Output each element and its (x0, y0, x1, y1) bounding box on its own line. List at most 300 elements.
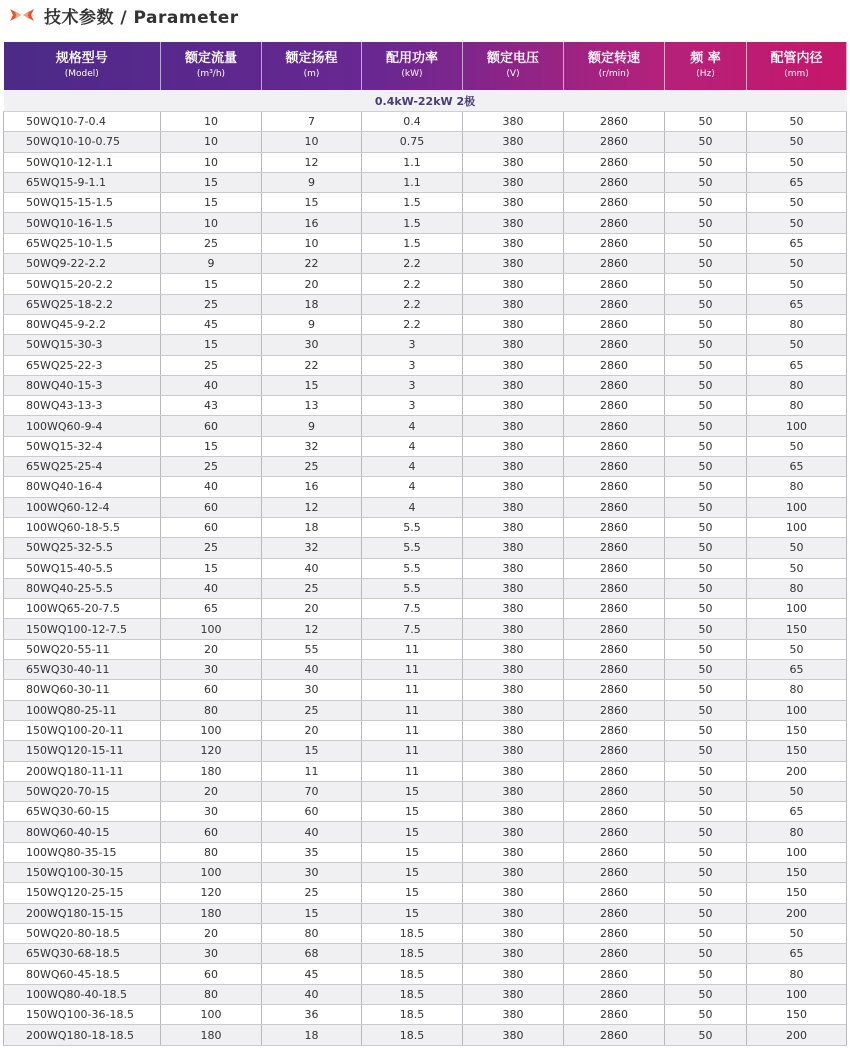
cell-flow: 100 (161, 619, 262, 639)
cell-speed: 2860 (564, 944, 665, 964)
cell-model: 50WQ15-32-4 (4, 436, 161, 456)
section-label: 0.4kW-22kW 2极 (4, 90, 847, 112)
cell-voltage: 380 (463, 680, 564, 700)
cell-speed: 2860 (564, 802, 665, 822)
cell-frequency: 50 (665, 416, 747, 436)
cell-voltage: 380 (463, 396, 564, 416)
table-row (4, 497, 847, 517)
cell-power: 4 (362, 497, 463, 517)
cell-speed: 2860 (564, 984, 665, 1004)
table-row (4, 903, 847, 923)
cell-voltage: 380 (463, 517, 564, 537)
cell-model: 50WQ15-15-1.5 (4, 193, 161, 213)
cell-power: 11 (362, 660, 463, 680)
cell-pipe-diameter: 50 (747, 274, 847, 294)
cell-model: 50WQ20-80-18.5 (4, 923, 161, 943)
cell-model: 65WQ25-18-2.2 (4, 294, 161, 314)
cell-pipe-diameter: 50 (747, 254, 847, 274)
cell-voltage: 380 (463, 152, 564, 172)
cell-power: 5.5 (362, 578, 463, 598)
cell-voltage: 380 (463, 700, 564, 720)
cell-voltage: 380 (463, 964, 564, 984)
cell-flow: 60 (161, 497, 262, 517)
table-row (4, 741, 847, 761)
table-row (4, 152, 847, 172)
cell-model: 150WQ120-15-11 (4, 741, 161, 761)
cell-flow: 15 (161, 558, 262, 578)
cell-pipe-diameter: 150 (747, 1005, 847, 1025)
table-row (4, 436, 847, 456)
cell-model: 50WQ25-32-5.5 (4, 538, 161, 558)
cell-head: 22 (262, 254, 362, 274)
cell-frequency: 50 (665, 700, 747, 720)
cell-flow: 9 (161, 254, 262, 274)
cell-head: 7 (262, 112, 362, 132)
cell-flow: 60 (161, 822, 262, 842)
cell-pipe-diameter: 100 (747, 984, 847, 1004)
cell-model: 150WQ120-25-15 (4, 883, 161, 903)
cell-speed: 2860 (564, 599, 665, 619)
cell-power: 1.1 (362, 172, 463, 192)
table-row (4, 802, 847, 822)
cell-flow: 60 (161, 517, 262, 537)
cell-model: 50WQ10-10-0.75 (4, 132, 161, 152)
table-header-row (4, 42, 847, 90)
cell-model: 50WQ15-20-2.2 (4, 274, 161, 294)
table-row (4, 274, 847, 294)
cell-flow: 43 (161, 396, 262, 416)
table-row (4, 984, 847, 1004)
cell-speed: 2860 (564, 497, 665, 517)
cell-flow: 45 (161, 314, 262, 334)
cell-voltage: 380 (463, 883, 564, 903)
cell-voltage: 380 (463, 741, 564, 761)
cell-model: 65WQ15-9-1.1 (4, 172, 161, 192)
cell-frequency: 50 (665, 132, 747, 152)
cell-model: 65WQ30-68-18.5 (4, 944, 161, 964)
cell-pipe-diameter: 50 (747, 112, 847, 132)
table-row (4, 172, 847, 192)
cell-voltage: 380 (463, 497, 564, 517)
cell-head: 68 (262, 944, 362, 964)
cell-model: 80WQ40-16-4 (4, 477, 161, 497)
cell-head: 12 (262, 152, 362, 172)
cell-pipe-diameter: 150 (747, 862, 847, 882)
cell-flow: 180 (161, 903, 262, 923)
cell-frequency: 50 (665, 842, 747, 862)
column-header-model: 规格型号 (Model) (4, 42, 161, 90)
cell-voltage: 380 (463, 862, 564, 882)
cell-flow: 60 (161, 964, 262, 984)
cell-frequency: 50 (665, 477, 747, 497)
cell-flow: 20 (161, 923, 262, 943)
cell-voltage: 380 (463, 314, 564, 334)
cell-voltage: 380 (463, 477, 564, 497)
cell-speed: 2860 (564, 862, 665, 882)
cell-power: 15 (362, 802, 463, 822)
cell-flow: 65 (161, 599, 262, 619)
parameter-table (3, 42, 847, 1046)
cell-flow: 40 (161, 477, 262, 497)
cell-pipe-diameter: 150 (747, 619, 847, 639)
cell-model: 50WQ15-30-3 (4, 335, 161, 355)
cell-speed: 2860 (564, 375, 665, 395)
cell-voltage: 380 (463, 233, 564, 253)
cell-pipe-diameter: 65 (747, 802, 847, 822)
cell-speed: 2860 (564, 294, 665, 314)
cell-pipe-diameter: 65 (747, 172, 847, 192)
cell-flow: 30 (161, 802, 262, 822)
cell-pipe-diameter: 80 (747, 477, 847, 497)
cell-head: 15 (262, 903, 362, 923)
cell-flow: 15 (161, 436, 262, 456)
cell-power: 2.2 (362, 254, 463, 274)
cell-power: 15 (362, 842, 463, 862)
table-row (4, 193, 847, 213)
column-header-flow: 额定流量 (m³/h) (161, 42, 262, 90)
cell-speed: 2860 (564, 254, 665, 274)
cell-voltage: 380 (463, 660, 564, 680)
cell-voltage: 380 (463, 1005, 564, 1025)
page-title: 技术参数 / Parameter (44, 7, 239, 28)
cell-model: 200WQ180-11-11 (4, 761, 161, 781)
cell-frequency: 50 (665, 781, 747, 801)
cell-power: 18.5 (362, 1025, 463, 1045)
title-bar (0, 0, 850, 30)
cell-voltage: 380 (463, 274, 564, 294)
cell-model: 150WQ100-20-11 (4, 720, 161, 740)
cell-head: 9 (262, 416, 362, 436)
cell-power: 3 (362, 335, 463, 355)
cell-voltage: 380 (463, 822, 564, 842)
cell-head: 10 (262, 233, 362, 253)
cell-model: 50WQ20-70-15 (4, 781, 161, 801)
cell-head: 10 (262, 132, 362, 152)
cell-frequency: 50 (665, 274, 747, 294)
cell-pipe-diameter: 50 (747, 193, 847, 213)
table-row (4, 883, 847, 903)
cell-head: 80 (262, 923, 362, 943)
cell-flow: 100 (161, 1005, 262, 1025)
cell-model: 100WQ80-40-18.5 (4, 984, 161, 1004)
cell-power: 1.5 (362, 213, 463, 233)
cell-head: 40 (262, 660, 362, 680)
cell-speed: 2860 (564, 680, 665, 700)
cell-model: 80WQ60-30-11 (4, 680, 161, 700)
cell-head: 40 (262, 984, 362, 1004)
cell-frequency: 50 (665, 538, 747, 558)
cell-model: 65WQ25-25-4 (4, 457, 161, 477)
cell-power: 18.5 (362, 1005, 463, 1025)
cell-model: 65WQ25-22-3 (4, 355, 161, 375)
table-row (4, 538, 847, 558)
cell-pipe-diameter: 65 (747, 660, 847, 680)
table-row (4, 396, 847, 416)
cell-flow: 40 (161, 375, 262, 395)
cell-power: 15 (362, 903, 463, 923)
cell-power: 0.75 (362, 132, 463, 152)
cell-frequency: 50 (665, 172, 747, 192)
cell-model: 200WQ180-15-15 (4, 903, 161, 923)
cell-speed: 2860 (564, 193, 665, 213)
cell-frequency: 50 (665, 355, 747, 375)
cell-model: 80WQ40-25-5.5 (4, 578, 161, 598)
table-row (4, 355, 847, 375)
table-row (4, 781, 847, 801)
table-row (4, 112, 847, 132)
cell-pipe-diameter: 150 (747, 883, 847, 903)
cell-flow: 10 (161, 213, 262, 233)
cell-frequency: 50 (665, 335, 747, 355)
cell-speed: 2860 (564, 883, 665, 903)
cell-flow: 120 (161, 741, 262, 761)
cell-frequency: 50 (665, 923, 747, 943)
cell-head: 11 (262, 761, 362, 781)
column-header-frequency: 频 率 (Hz) (665, 42, 747, 90)
cell-voltage: 380 (463, 944, 564, 964)
cell-frequency: 50 (665, 193, 747, 213)
cell-frequency: 50 (665, 254, 747, 274)
cell-speed: 2860 (564, 1005, 665, 1025)
cell-model: 200WQ180-18-18.5 (4, 1025, 161, 1045)
cell-pipe-diameter: 100 (747, 497, 847, 517)
cell-frequency: 50 (665, 761, 747, 781)
cell-speed: 2860 (564, 558, 665, 578)
cell-frequency: 50 (665, 660, 747, 680)
cell-speed: 2860 (564, 233, 665, 253)
cell-pipe-diameter: 100 (747, 842, 847, 862)
table-row (4, 822, 847, 842)
cell-voltage: 380 (463, 538, 564, 558)
cell-pipe-diameter: 50 (747, 781, 847, 801)
cell-speed: 2860 (564, 355, 665, 375)
cell-speed: 2860 (564, 335, 665, 355)
cell-power: 4 (362, 416, 463, 436)
cell-head: 40 (262, 822, 362, 842)
cell-voltage: 380 (463, 842, 564, 862)
table-row (4, 213, 847, 233)
cell-pipe-diameter: 50 (747, 538, 847, 558)
cell-speed: 2860 (564, 903, 665, 923)
cell-voltage: 380 (463, 984, 564, 1004)
cell-pipe-diameter: 65 (747, 944, 847, 964)
table-row (4, 254, 847, 274)
table-row (4, 558, 847, 578)
table-row (4, 416, 847, 436)
cell-power: 2.2 (362, 274, 463, 294)
cell-pipe-diameter: 65 (747, 355, 847, 375)
cell-speed: 2860 (564, 660, 665, 680)
section-row (4, 90, 847, 112)
cell-frequency: 50 (665, 741, 747, 761)
cell-voltage: 380 (463, 578, 564, 598)
cell-head: 12 (262, 619, 362, 639)
cell-frequency: 50 (665, 578, 747, 598)
cell-pipe-diameter: 100 (747, 599, 847, 619)
cell-head: 40 (262, 558, 362, 578)
cell-flow: 100 (161, 862, 262, 882)
cell-speed: 2860 (564, 213, 665, 233)
cell-flow: 20 (161, 639, 262, 659)
cell-pipe-diameter: 80 (747, 578, 847, 598)
cell-model: 150WQ100-12-7.5 (4, 619, 161, 639)
cell-frequency: 50 (665, 720, 747, 740)
cell-speed: 2860 (564, 842, 665, 862)
cell-pipe-diameter: 50 (747, 436, 847, 456)
cell-head: 12 (262, 497, 362, 517)
cell-voltage: 380 (463, 599, 564, 619)
cell-pipe-diameter: 150 (747, 720, 847, 740)
table-row (4, 233, 847, 253)
cell-speed: 2860 (564, 923, 665, 943)
cell-pipe-diameter: 50 (747, 213, 847, 233)
cell-voltage: 380 (463, 294, 564, 314)
cell-power: 15 (362, 862, 463, 882)
cell-head: 60 (262, 802, 362, 822)
cell-head: 45 (262, 964, 362, 984)
cell-voltage: 380 (463, 923, 564, 943)
cell-power: 18.5 (362, 944, 463, 964)
cell-flow: 10 (161, 152, 262, 172)
cell-speed: 2860 (564, 112, 665, 132)
cell-pipe-diameter: 100 (747, 700, 847, 720)
cell-voltage: 380 (463, 436, 564, 456)
cell-pipe-diameter: 80 (747, 314, 847, 334)
cell-voltage: 380 (463, 639, 564, 659)
cell-model: 50WQ15-40-5.5 (4, 558, 161, 578)
cell-flow: 100 (161, 720, 262, 740)
cell-flow: 25 (161, 355, 262, 375)
cell-head: 25 (262, 578, 362, 598)
cell-frequency: 50 (665, 457, 747, 477)
cell-speed: 2860 (564, 314, 665, 334)
cell-pipe-diameter: 50 (747, 923, 847, 943)
table-row (4, 862, 847, 882)
cell-power: 3 (362, 396, 463, 416)
cell-speed: 2860 (564, 700, 665, 720)
cell-speed: 2860 (564, 477, 665, 497)
cell-head: 16 (262, 477, 362, 497)
table-row (4, 639, 847, 659)
cell-speed: 2860 (564, 639, 665, 659)
cell-voltage: 380 (463, 802, 564, 822)
cell-model: 100WQ60-18-5.5 (4, 517, 161, 537)
cell-pipe-diameter: 50 (747, 639, 847, 659)
cell-head: 18 (262, 294, 362, 314)
cell-speed: 2860 (564, 538, 665, 558)
cell-voltage: 380 (463, 193, 564, 213)
cell-power: 15 (362, 781, 463, 801)
cell-flow: 10 (161, 112, 262, 132)
cell-voltage: 380 (463, 1025, 564, 1045)
cell-head: 30 (262, 862, 362, 882)
cell-pipe-diameter: 200 (747, 903, 847, 923)
cell-flow: 20 (161, 781, 262, 801)
cell-flow: 180 (161, 761, 262, 781)
table-row (4, 923, 847, 943)
cell-voltage: 380 (463, 132, 564, 152)
cell-power: 11 (362, 639, 463, 659)
cell-power: 15 (362, 883, 463, 903)
cell-model: 100WQ60-9-4 (4, 416, 161, 436)
cell-speed: 2860 (564, 396, 665, 416)
cell-flow: 30 (161, 944, 262, 964)
cell-model: 80WQ40-15-3 (4, 375, 161, 395)
cell-power: 3 (362, 355, 463, 375)
cell-head: 22 (262, 355, 362, 375)
cell-frequency: 50 (665, 294, 747, 314)
cell-flow: 60 (161, 416, 262, 436)
cell-model: 65WQ25-10-1.5 (4, 233, 161, 253)
cell-power: 11 (362, 700, 463, 720)
cell-speed: 2860 (564, 274, 665, 294)
cell-flow: 25 (161, 538, 262, 558)
cell-frequency: 50 (665, 944, 747, 964)
cell-voltage: 380 (463, 254, 564, 274)
cell-pipe-diameter: 200 (747, 761, 847, 781)
cell-model: 50WQ10-12-1.1 (4, 152, 161, 172)
cell-power: 18.5 (362, 984, 463, 1004)
column-header-voltage: 额定电压 (V) (463, 42, 564, 90)
cell-head: 20 (262, 720, 362, 740)
cell-power: 3 (362, 375, 463, 395)
cell-speed: 2860 (564, 781, 665, 801)
table-row (4, 700, 847, 720)
cell-voltage: 380 (463, 335, 564, 355)
cell-flow: 15 (161, 193, 262, 213)
cell-head: 18 (262, 517, 362, 537)
cell-voltage: 380 (463, 457, 564, 477)
cell-voltage: 380 (463, 416, 564, 436)
cell-model: 100WQ80-35-15 (4, 842, 161, 862)
cell-head: 20 (262, 599, 362, 619)
column-header-head: 额定扬程 (m) (262, 42, 362, 90)
cell-voltage: 380 (463, 903, 564, 923)
cell-speed: 2860 (564, 457, 665, 477)
cell-model: 100WQ65-20-7.5 (4, 599, 161, 619)
cell-head: 13 (262, 396, 362, 416)
table-row (4, 761, 847, 781)
cell-voltage: 380 (463, 375, 564, 395)
cell-head: 25 (262, 700, 362, 720)
cell-frequency: 50 (665, 1005, 747, 1025)
cell-flow: 40 (161, 578, 262, 598)
cell-speed: 2860 (564, 720, 665, 740)
table-row (4, 842, 847, 862)
table-row (4, 132, 847, 152)
table-row (4, 720, 847, 740)
cell-speed: 2860 (564, 172, 665, 192)
cell-head: 32 (262, 538, 362, 558)
cell-flow: 80 (161, 842, 262, 862)
table-row (4, 680, 847, 700)
cell-speed: 2860 (564, 416, 665, 436)
table-row (4, 477, 847, 497)
cell-head: 36 (262, 1005, 362, 1025)
cell-pipe-diameter: 200 (747, 1025, 847, 1045)
cell-power: 11 (362, 720, 463, 740)
cell-frequency: 50 (665, 984, 747, 1004)
cell-flow: 25 (161, 294, 262, 314)
cell-speed: 2860 (564, 436, 665, 456)
cell-head: 15 (262, 741, 362, 761)
cell-head: 15 (262, 375, 362, 395)
cell-model: 50WQ10-16-1.5 (4, 213, 161, 233)
cell-pipe-diameter: 80 (747, 680, 847, 700)
cell-power: 11 (362, 761, 463, 781)
table-row (4, 964, 847, 984)
cell-speed: 2860 (564, 822, 665, 842)
